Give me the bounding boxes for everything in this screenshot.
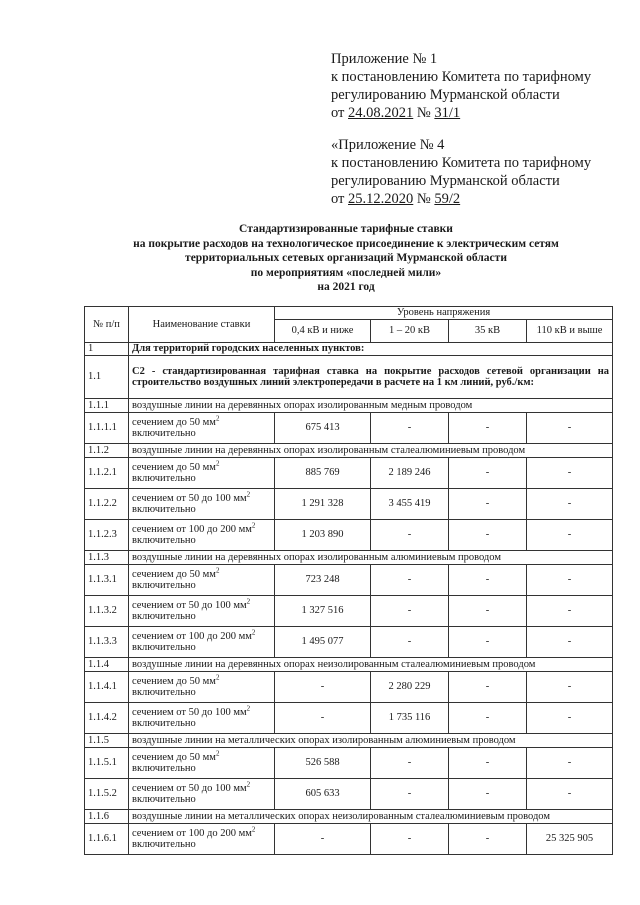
- row-num: 1.1.5.2: [85, 779, 129, 810]
- cell-v1: 723 248: [275, 565, 371, 596]
- table-row: [85, 489, 613, 520]
- cell-v2: -: [371, 413, 449, 444]
- cell-v2: -: [371, 565, 449, 596]
- cell-v4: -: [527, 672, 613, 703]
- cell-v3: -: [449, 703, 527, 734]
- cell-v2: 3 455 419: [371, 489, 449, 520]
- group-row: [85, 658, 613, 672]
- annex-4-date-line: [331, 190, 631, 208]
- row-num: 1.1.2.2: [85, 489, 129, 520]
- row-name: сечением до 50 $мм^2$ включительно: [129, 748, 275, 779]
- header-v4: 110 кВ и выше: [527, 320, 613, 343]
- row-name: сечением от 100 до 200 $мм^2$ включительно: [129, 520, 275, 551]
- annex-1-date-line: [331, 104, 631, 122]
- row-name: сечением от 50 до 100 $мм^2$ включительно: [129, 596, 275, 627]
- cell-v2: -: [371, 520, 449, 551]
- group-label: воздушные линии на деревянных опорах изолированным алюминиевым проводом: [129, 551, 613, 565]
- header-v1: 0,4 кВ и ниже: [275, 320, 371, 343]
- title-line-2: на покрытие расходов на технологическое присоединение к электрическим сетям: [133, 237, 559, 250]
- cell-v1: 885 769: [275, 458, 371, 489]
- cell-v4: -: [527, 703, 613, 734]
- cell-v2: 2 280 229: [371, 672, 449, 703]
- table-row: [85, 779, 613, 810]
- table-row: [85, 458, 613, 489]
- annex-4-number: 59/2: [434, 191, 461, 207]
- title-line-4: по мероприятиям «последней мили»: [250, 266, 442, 279]
- cell-v3: -: [449, 627, 527, 658]
- group-row: [85, 399, 613, 413]
- cell-v4: -: [527, 627, 613, 658]
- table-row: [85, 413, 613, 444]
- annex-1-num-prefix: №: [413, 105, 435, 121]
- row-name: сечением до 50 $мм^2$ включительно: [129, 565, 275, 596]
- header-name: Наименование ставки: [129, 307, 275, 343]
- table-row: [85, 672, 613, 703]
- annex-1-number: 31/1: [434, 105, 461, 121]
- group-label: воздушные линии на деревянных опорах неизолированным сталеалюминиевым проводом: [129, 658, 613, 672]
- annex-1-line3: регулированию Мурманской области: [331, 87, 560, 103]
- cell-v1: 605 633: [275, 779, 371, 810]
- group-row: [85, 444, 613, 458]
- annex-1-date: 24.08.2021: [348, 105, 414, 121]
- row-name: сечением от 50 до 100 $мм^2$ включительно: [129, 489, 275, 520]
- row-num: 1.1.3.1: [85, 565, 129, 596]
- cell-v1: 1 291 328: [275, 489, 371, 520]
- annex-4-line3: регулированию Мурманской области: [331, 173, 560, 189]
- cell-v3: -: [449, 489, 527, 520]
- row-num: 1: [85, 343, 129, 356]
- cell-v4: -: [527, 458, 613, 489]
- group-row: [85, 810, 613, 824]
- row-num: 1.1.3: [85, 551, 129, 565]
- cell-v3: -: [449, 596, 527, 627]
- cell-v4: -: [527, 520, 613, 551]
- cell-v1: 1 203 890: [275, 520, 371, 551]
- row-num: 1.1: [85, 356, 129, 399]
- annex-4-date: 25.12.2020: [348, 191, 414, 207]
- row-num: 1.1.5.1: [85, 748, 129, 779]
- document-title: [60, 222, 632, 295]
- row-name: сечением до 50 $мм^2$ включительно: [129, 458, 275, 489]
- annex-4-date-prefix: от: [331, 191, 349, 207]
- cell-v4: -: [527, 489, 613, 520]
- cell-v2: -: [371, 779, 449, 810]
- cell-v3: -: [449, 520, 527, 551]
- table-row: [85, 703, 613, 734]
- table-row: [85, 565, 613, 596]
- annex-4-title: «Приложение № 4: [331, 137, 445, 153]
- header-v3: 35 кВ: [449, 320, 527, 343]
- cell-v2: 2 189 246: [371, 458, 449, 489]
- row-num: 1.1.4: [85, 658, 129, 672]
- row-num: 1.1.3.3: [85, 627, 129, 658]
- row-num: 1.1.1: [85, 399, 129, 413]
- row-name: сечением от 50 до 100 $мм^2$ включительно: [129, 779, 275, 810]
- cell-v3: -: [449, 565, 527, 596]
- cell-v1: -: [275, 824, 371, 855]
- annex-1-line2: к постановлению Комитета по тарифному: [331, 69, 592, 85]
- table-row: [85, 520, 613, 551]
- row-num: 1.1.1.1: [85, 413, 129, 444]
- table-row: [85, 824, 613, 855]
- annex-4-header: [331, 136, 631, 208]
- rates-table: [84, 306, 613, 855]
- cell-v3: -: [449, 413, 527, 444]
- row-name: сечением от 100 до 200 $мм^2$ включительно: [129, 627, 275, 658]
- row-num: 1.1.5: [85, 734, 129, 748]
- rate-group-row: [85, 356, 613, 399]
- cell-v1: -: [275, 672, 371, 703]
- row-name: сечением от 50 до 100 $мм^2$ включительно: [129, 703, 275, 734]
- group-row: [85, 734, 613, 748]
- annex-1-header: [331, 50, 631, 122]
- cell-v2: -: [371, 627, 449, 658]
- cell-v1: 1 327 516: [275, 596, 371, 627]
- cell-v2: -: [371, 748, 449, 779]
- annex-1-title: Приложение № 1: [331, 51, 438, 67]
- group-label: воздушные линии на деревянных опорах изолированным медным проводом: [129, 399, 613, 413]
- header-num: № п/п: [85, 307, 129, 343]
- cell-v1: 1 495 077: [275, 627, 371, 658]
- row-name: сечением от 100 до 200 $мм^2$ включительно: [129, 824, 275, 855]
- row-num: 1.1.2.1: [85, 458, 129, 489]
- cell-v3: -: [449, 824, 527, 855]
- row-num: 1.1.6: [85, 810, 129, 824]
- annex-4-num-prefix: №: [413, 191, 435, 207]
- cell-v3: -: [449, 748, 527, 779]
- table-row: [85, 596, 613, 627]
- row-name: сечением до 50 $мм^2$ включительно: [129, 413, 275, 444]
- cell-v1: -: [275, 703, 371, 734]
- group-label: воздушные линии на деревянных опорах изолированным сталеалюминиевым проводом: [129, 444, 613, 458]
- header-v2: 1 – 20 кВ: [371, 320, 449, 343]
- group-label: воздушные линии на металлических опорах изолированным алюминиевым проводом: [129, 734, 613, 748]
- cell-v4: -: [527, 596, 613, 627]
- annex-1-date-prefix: от: [331, 105, 349, 121]
- row-num: 1.1.6.1: [85, 824, 129, 855]
- header-voltage: Уровень напряжения: [275, 307, 613, 320]
- title-line-3: территориальных сетевых организаций Мурманской области: [185, 252, 507, 264]
- section-row: [85, 343, 613, 356]
- section-label: Для территорий городских населенных пунктов:: [129, 343, 613, 356]
- row-num: 1.1.4.1: [85, 672, 129, 703]
- group-row: [85, 551, 613, 565]
- table-row: [85, 748, 613, 779]
- cell-v4: -: [527, 413, 613, 444]
- title-line-5: на 2021 год: [317, 281, 375, 293]
- cell-v2: -: [371, 596, 449, 627]
- row-num: 1.1.2: [85, 444, 129, 458]
- cell-v4: 25 325 905: [527, 824, 613, 855]
- cell-v4: -: [527, 565, 613, 596]
- rate-group-label: С2 - стандартизированная тарифная ставка на покрытие расходов сетевой организации на строительство воздушных линий электропередачи в расчете на 1 км линий, руб./км:: [129, 356, 613, 399]
- row-num: 1.1.3.2: [85, 596, 129, 627]
- cell-v4: -: [527, 779, 613, 810]
- group-label: воздушные линии на металлических опорах неизолированным сталеалюминиевым проводом: [129, 810, 613, 824]
- annex-4-line2: к постановлению Комитета по тарифному: [331, 155, 592, 171]
- cell-v1: 675 413: [275, 413, 371, 444]
- row-num: 1.1.4.2: [85, 703, 129, 734]
- cell-v3: -: [449, 672, 527, 703]
- cell-v1: 526 588: [275, 748, 371, 779]
- header-row: [85, 307, 613, 320]
- cell-v2: 1 735 116: [371, 703, 449, 734]
- cell-v3: -: [449, 458, 527, 489]
- row-num: 1.1.2.3: [85, 520, 129, 551]
- cell-v3: -: [449, 779, 527, 810]
- row-name: сечением до 50 $мм^2$ включительно: [129, 672, 275, 703]
- table-row: [85, 627, 613, 658]
- cell-v4: -: [527, 748, 613, 779]
- cell-v2: -: [371, 824, 449, 855]
- title-line-1: Стандартизированные тарифные ставки: [239, 223, 453, 235]
